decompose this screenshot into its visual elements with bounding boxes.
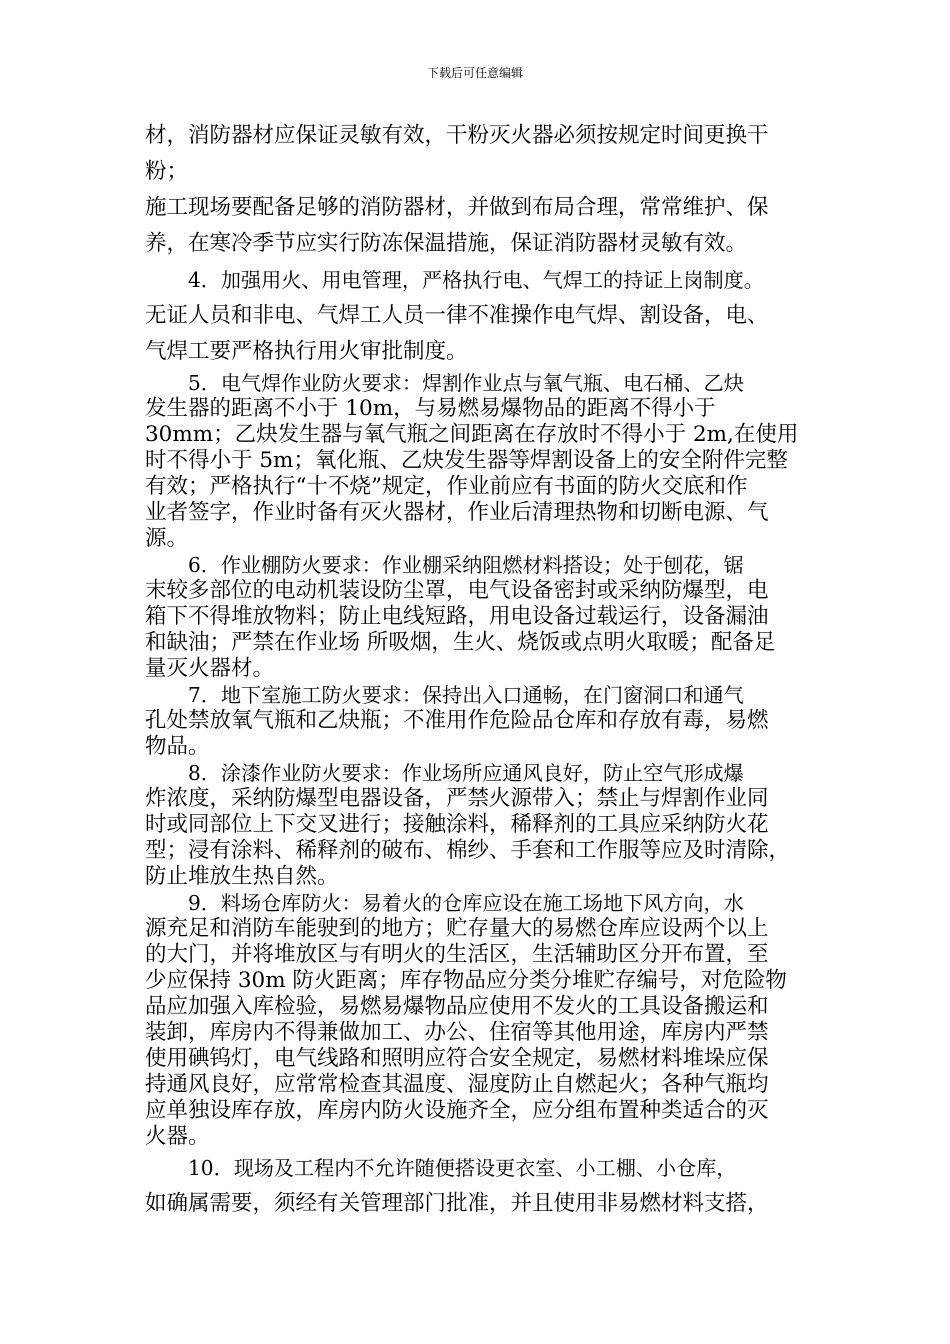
text-line: 粉；	[145, 159, 189, 184]
paragraph	[145, 190, 821, 262]
text-line: 品应加强入库检验，易燃易爆物品应使用不发火的工具设备搬运和	[145, 994, 769, 1019]
text-line: 无证人员和非电、气焊工人员一律不准操作电气焊、割设备，电、	[145, 303, 769, 328]
text-line: 养，在寒冷季节应实行防冻保温措施，保证消防器材灵敏有效。	[145, 231, 748, 256]
text-line: 材，消防器材应保证灵敏有效，干粉灭火器必须按规定时间更换干	[145, 123, 769, 148]
text-line: 30mm；乙炔发生器与氧气瓶之间距离在存放时不得小于 2m,在使用	[145, 422, 799, 447]
paragraph	[145, 1150, 821, 1222]
text-line: 物品。	[145, 734, 210, 759]
text-line: 气焊工要严格执行用火审批制度。	[145, 339, 468, 364]
text-line: 业者签字，作业时备有灭火器材，作业后清理热物和切断电源、气	[145, 500, 769, 525]
text-line: 少应保持 30m 防火距离；库存物品应分类分堆贮存编号，对危险物	[145, 968, 787, 993]
document-body	[145, 118, 821, 1222]
paragraph	[145, 890, 821, 1150]
text-line: 4．加强用火、用电管理，严格执行电、气焊工的持证上岗制度。	[188, 268, 764, 292]
paragraph	[145, 552, 821, 682]
text-line: 5．电气焊作业防火要求：焊割作业点与氧气瓶、电石桶、乙炔	[188, 371, 744, 395]
text-line: 如确属需要，须经有关管理部门批准，并且使用非易燃材料支搭，	[145, 1191, 769, 1216]
text-line: 8．涂漆作业防火要求：作业场所应通风良好，防止空气形成爆	[188, 761, 744, 785]
paragraph	[145, 760, 821, 890]
text-line: 有效；严格执行“十不烧”规定，作业前应有书面的防火交底和作	[145, 474, 748, 499]
text-line: 量灭火器材。	[145, 656, 275, 681]
text-line: 6．作业棚防火要求：作业棚采纳阻燃材料搭设；处于刨花，锯	[188, 553, 744, 577]
paragraph	[145, 262, 821, 370]
text-line: 孔处禁放氧气瓶和乙炔瓶；不准用作危险品仓库和存放有毒，易燃	[145, 708, 769, 733]
text-line: 装卸，库房内不得兼做加工、办公、住宿等其他用途，库房内严禁	[145, 1020, 769, 1045]
paragraph	[145, 370, 821, 552]
text-line: 和缺油；严禁在作业场 所吸烟，生火、烧饭或点明火取暖；配备足	[145, 630, 776, 655]
text-line: 10．现场及工程内不允许随便搭设更衣室、小工棚、小仓库，	[188, 1156, 737, 1180]
text-line: 炸浓度，采纳防爆型电器设备，严禁火源带入；禁止与焊割作业同	[145, 786, 769, 811]
text-line: 火器。	[145, 1124, 210, 1149]
text-line: 末较多部位的电动机装设防尘罩，电气设备密封或采纳防爆型，电	[145, 578, 769, 603]
page-header: 下载后可任意编辑	[426, 66, 523, 80]
text-line: 时不得小于 5m；氧化瓶、乙炔发生器等焊割设备上的安全附件完整	[145, 448, 788, 473]
text-line: 防止堆放生热自然。	[145, 864, 339, 889]
paragraph	[145, 682, 821, 760]
text-line: 的大门，并将堆放区与有明火的生活区，生活辅助区分开布置，至	[145, 942, 769, 967]
text-line: 发生器的距离不小于 10m，与易燃易爆物品的距离不得小于	[145, 396, 716, 421]
text-line: 施工现场要配备足够的消防器材，并做到布局合理，常常维护、保	[145, 195, 769, 220]
paragraph	[145, 118, 821, 190]
text-line: 源。	[145, 526, 189, 551]
text-line: 使用碘钨灯，电气线路和照明应符合安全规定，易燃材料堆垛应保	[145, 1046, 769, 1071]
text-line: 9．料场仓库防火：易着火的仓库应设在施工场地下风方向，水	[188, 891, 744, 915]
text-line: 型；浸有涂料、稀释剂的破布、棉纱、手套和工作服等应及时清除，	[145, 838, 791, 863]
text-line: 源充足和消防车能驶到的地方；贮存量大的易燃仓库应设两个以上	[145, 916, 769, 941]
text-line: 7．地下室施工防火要求：保持出入口通畅，在门窗洞口和通气	[188, 683, 744, 707]
text-line: 箱下不得堆放物料；防止电线短路，用电设备过载运行，设备漏油	[145, 604, 769, 629]
text-line: 时或同部位上下交叉进行；接触涂料，稀释剂的工具应采纳防火花	[145, 812, 769, 837]
text-line: 应单独设库存放，库房内防火设施齐全，应分组布置种类适合的灭	[145, 1098, 769, 1123]
text-line: 持通风良好，应常常检查其温度、湿度防止自燃起火；各种气瓶均	[145, 1072, 769, 1097]
